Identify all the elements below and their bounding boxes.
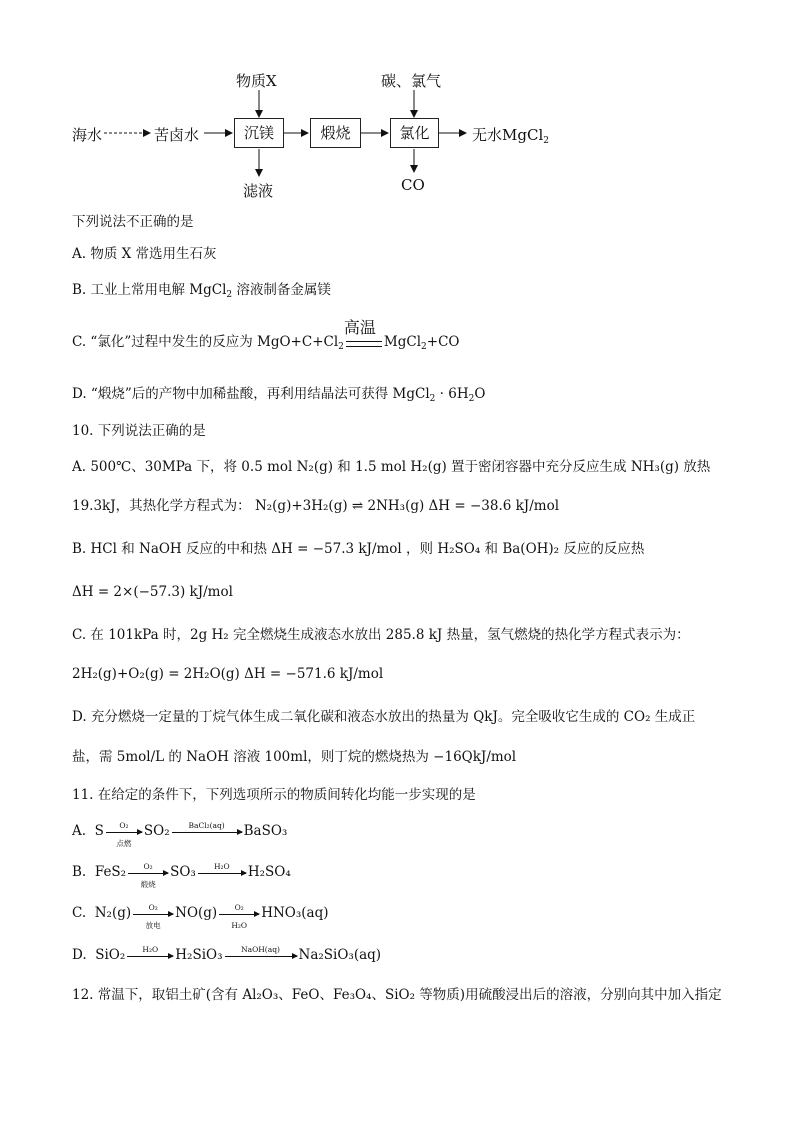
box-calcine: 煅烧	[310, 118, 361, 148]
q10-stem: 10. 下列说法正确的是	[72, 423, 206, 439]
q10-option-c-line1: C. 在 101kPa 时，2g H₂ 完全燃烧生成液态水放出 285.8 kJ 热量，氢气燃烧的热化学方程式表示为：	[72, 627, 690, 643]
label-carbon-chlorine: 碳、氯气	[381, 72, 442, 90]
label-product: 无水MgCl$_2$	[472, 126, 549, 146]
reaction-arrow: H₂O	[198, 872, 246, 874]
reaction-arrow: O₂ 点燃	[106, 831, 142, 833]
reaction-arrow: O₂ 放电	[133, 913, 173, 915]
q10-option-d-line1: D. 充分燃烧一定量的丁烷气体生成二氧化碳和液态水放出的热量为 QkJ。完全吸收它生成的 CO₂ 生成正	[72, 709, 696, 725]
q11-option-a: A. S O₂ 点燃 SO₂ BaCl₂(aq) BaSO₃	[72, 820, 288, 848]
flowchart-arrows	[0, 0, 794, 210]
q9-option-d: D. “煅烧”后的产物中加稀盐酸，再利用结晶法可获得 MgCl$_2$ · $6H_2O$	[72, 386, 486, 404]
label-co: CO	[401, 176, 425, 194]
q10-option-c-line2: 2H₂(g)+O₂(g) = 2H₂O(g) ΔH = −571.6 kJ/mol	[72, 666, 384, 682]
label-seawater: 海水	[72, 126, 103, 144]
box-chlorinate: 氯化	[390, 118, 439, 148]
q9-stem: 下列说法不正确的是	[72, 214, 194, 230]
reaction-arrow: O₂ 煅烧	[128, 872, 168, 874]
q11-option-c: C. N₂(g) O₂ 放电 NO(g) $\frac{\text{O₂}}{\text{H₂O}}$ HNO₃(aq)	[72, 902, 329, 930]
high-temp-equals: 高温	[346, 339, 382, 347]
q10-option-a-line2: 19.3kJ，其热化学方程式为： N₂(g)+3H₂(g) ⇌ 2NH₃(g) ΔH = −38.6 kJ/mol	[72, 498, 560, 514]
box-precipitate-mg: 沉镁	[234, 118, 284, 148]
q10-option-a-line1: A. 500℃、30MPa 下，将 0.5 mol N₂(g) 和 1.5 mol H₂(g) 置于密闭容器中充分反应生成 NH₃(g) 放热	[72, 459, 711, 475]
q9-option-c: C. “氯化”过程中发生的反应为 $MgO+C+Cl_2$ 高温 MgCl$_2$+CO	[72, 317, 460, 352]
q11-option-d: D. SiO₂ H₂O H₂SiO₃ NaOH(aq) Na₂SiO₃(aq)	[72, 944, 382, 963]
reaction-arrow: BaCl₂(aq)	[172, 831, 242, 833]
reaction-arrow: H₂O	[127, 955, 173, 957]
label-bittern: 苦卤水	[154, 126, 200, 144]
q11-stem: 11. 在给定的条件下，下列选项所示的物质间转化均能一步实现的是	[72, 787, 476, 803]
reaction-arrow: $\frac{\text{O₂}}{\text{H₂O}}$	[219, 913, 259, 915]
q9-option-a: A. 物质 X 常选用生石灰	[72, 246, 217, 262]
q10-option-b-line1: B. HCl 和 NaOH 反应的中和热 ΔH = −57.3 kJ/mol ，则 H₂SO₄ 和 Ba(OH)₂ 反应的反应热	[72, 541, 645, 557]
q11-option-b: B. FeS₂ O₂ 煅烧 SO₃ H₂O H₂SO₄	[72, 861, 291, 889]
q12-stem: 12. 常温下，取铝土矿(含有 Al₂O₃、FeO、Fe₃O₄、SiO₂ 等物质)用硫酸浸出后的溶液，分别向其中加入指定	[72, 987, 722, 1003]
label-filtrate: 滤液	[243, 182, 274, 200]
reaction-arrow: NaOH(aq)	[225, 955, 297, 957]
label-substance-x: 物质X	[236, 72, 277, 90]
q10-option-b-line2: ΔH = 2×(−57.3) kJ/mol	[72, 584, 233, 600]
q9-option-b: B. 工业上常用电解 MgCl$_2$ 溶液制备金属镁	[72, 282, 331, 300]
q10-option-d-line2: 盐，需 5mol/L 的 NaOH 溶液 100ml，则丁烷的燃烧热为 −16QkJ/mol	[72, 749, 517, 765]
